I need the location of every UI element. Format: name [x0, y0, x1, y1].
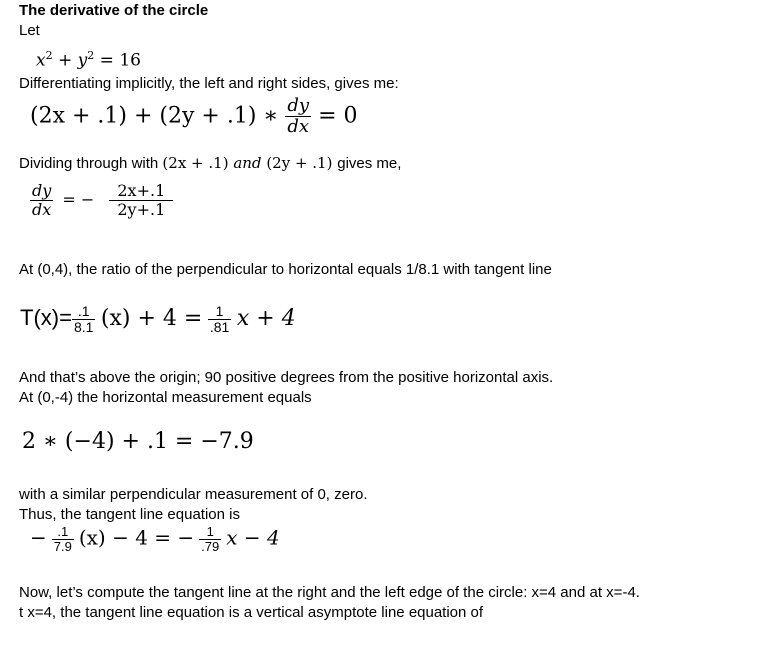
eq6-n1: .1 — [52, 525, 74, 540]
eq6-mid: (x) − 4 = − — [78, 525, 195, 550]
divide-and: and — [233, 154, 262, 172]
eq6-tail: x − 4 — [226, 525, 280, 550]
eq4-n1: .1 — [72, 304, 95, 320]
eq2-right: = 0 — [318, 103, 358, 129]
eq1-rhs: = 16 — [99, 50, 141, 71]
eq3-rnum: 2x+.1 — [109, 182, 173, 201]
tangent-line-t — [20, 304, 296, 336]
dividing-text — [19, 154, 401, 172]
eq1-plus: + — [58, 50, 73, 71]
at-0-4-text: At (0,4), the ratio of the perpendicular to horizontal equals 1/8.1 with tangent line — [19, 261, 552, 278]
eq3-lden: dx — [32, 199, 52, 219]
eq4-fraction2 — [208, 304, 231, 336]
dy-dx-result — [30, 182, 173, 218]
eq4-tail: x + 4 — [236, 305, 296, 331]
tangent-line-equation — [30, 525, 280, 555]
eq3-rden: 2y+.1 — [117, 199, 166, 219]
eq2-left: (2x + .1) + (2y + .1) ∗ — [30, 103, 279, 129]
eq1-sq2: 2 — [87, 49, 95, 62]
implicit-derivative-equation — [30, 96, 358, 137]
eq4-mid: (x) + 4 = — [100, 305, 203, 331]
eq1-x: x — [36, 50, 46, 71]
thus-text: Thus, the tangent line equation is — [19, 506, 240, 523]
eq6-fraction1 — [52, 525, 74, 555]
differentiating-text: Differentiating implicitly, the left and right sides, gives me: — [19, 75, 399, 92]
eq2-fraction — [285, 96, 311, 137]
circle-equation — [36, 49, 141, 71]
horizontal-measurement-equation: 2 ∗ (−4) + .1 = −7.9 — [22, 429, 254, 454]
eq4-fraction1 — [72, 304, 95, 336]
eq3-left-fraction — [30, 182, 53, 218]
eq1-y: y — [77, 50, 88, 71]
eq6-d1: 7.9 — [53, 539, 72, 555]
eq6-d2: .79 — [201, 539, 220, 555]
let-label: Let — [19, 22, 40, 39]
divide-math1: (2x + .1) — [162, 154, 234, 172]
divide-post: gives me, — [337, 155, 402, 172]
eq2-den: dx — [287, 115, 310, 137]
page-title: The derivative of the circle — [19, 2, 209, 19]
divide-math2: (2y + .1) — [261, 154, 338, 172]
eq1-sq: 2 — [45, 49, 53, 62]
vertical-asymptote-text: t x=4, the tangent line equation is a vertical asymptote line equation of — [19, 604, 484, 621]
eq3-right-fraction — [109, 182, 173, 218]
eq4-n2: 1 — [208, 304, 231, 320]
eq2-num: dy — [287, 95, 310, 116]
compute-tangent-text: Now, let’s compute the tangent line at the right and the left edge of the circle: x=4 and at x=-4. — [19, 584, 640, 601]
eq6-n2: 1 — [199, 525, 221, 540]
eq6-fraction2 — [199, 525, 221, 555]
eq4-lead: T(x)= — [20, 304, 72, 330]
similar-perpendicular-text: with a similar perpendicular measurement of 0, zero. — [19, 486, 368, 503]
above-origin-text: And that’s above the origin; 90 positive degrees from the positive horizontal axis. — [19, 369, 554, 386]
eq4-d2: .81 — [209, 319, 230, 336]
eq6-neg: − — [30, 525, 47, 550]
eq4-d1: 8.1 — [73, 319, 94, 336]
eq3-lnum: dy — [32, 181, 52, 200]
eq3-mid: = − — [62, 189, 95, 209]
divide-pre: Dividing through with — [19, 155, 163, 172]
at-0-neg4-text: At (0,-4) the horizontal measurement equals — [19, 389, 312, 406]
